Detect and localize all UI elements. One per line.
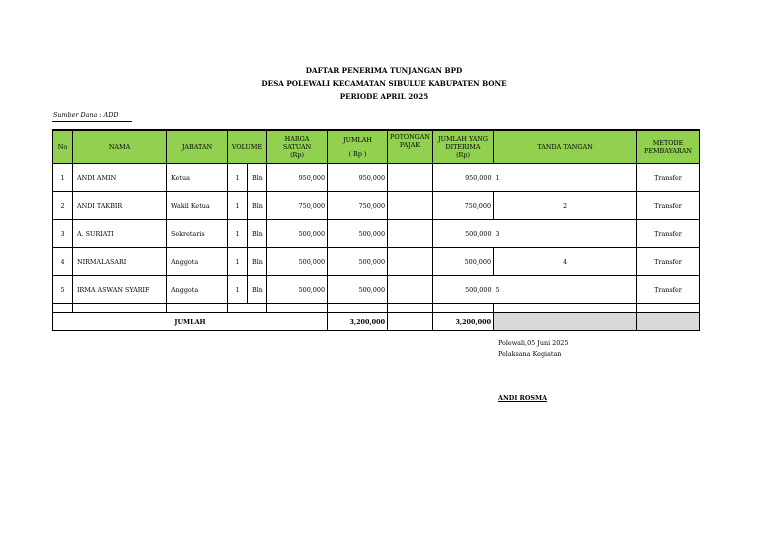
total-metode-gray [637,313,700,331]
cell-metode: Transfer [637,164,700,192]
table-row [53,276,700,304]
cell-no: 3 [53,220,73,248]
table-row [53,192,700,220]
cell-tanda-tangan: 1 [494,164,637,192]
cell-tanda-tangan: 3 [494,220,637,248]
document-period: PERIODE APRIL 2025 [339,92,429,101]
table-row [53,248,700,276]
cell-unit: Bln [248,248,267,276]
cell-potongan [388,248,433,276]
header-jabatan: JABATAN [167,130,228,164]
cell-metode: Transfer [637,248,700,276]
cell-jumlah: 500,000 [328,276,388,304]
empty-cell [328,304,388,313]
cell-unit: Bln [248,220,267,248]
total-potongan [388,313,433,331]
empty-cell [388,304,433,313]
cell-jumlah: 500,000 [328,248,388,276]
total-label: JUMLAH [53,313,328,331]
cell-jumlah: 500,000 [328,220,388,248]
header-volume: VOLUME [228,130,267,164]
table-empty-row [53,304,700,313]
cell-nama: ANDI TAKBIR [73,192,167,220]
cell-potongan [388,220,433,248]
signature-role: Pelaksana Kegiatan [498,350,562,358]
cell-nama: NIRMALASARI [73,248,167,276]
fund-source-underline [52,121,132,122]
table-row [53,164,700,192]
cell-jabatan: Ketua [167,164,228,192]
cell-jumlah: 750,000 [328,192,388,220]
empty-cell [494,304,637,313]
cell-harga-satuan: 950,000 [267,164,328,192]
cell-jabatan: Wakil Ketua [167,192,228,220]
cell-unit: Bln [248,192,267,220]
recipient-table [52,129,700,331]
empty-cell [637,304,700,313]
cell-tanda-tangan: 4 [494,248,637,276]
document-title: DAFTAR PENERIMA TUNJANGAN BPD [305,66,463,75]
signature-place-date: Polewali,05 Juni 2025 [498,339,569,347]
cell-volume: 1 [228,248,248,276]
cell-jumlah: 950,000 [328,164,388,192]
cell-volume: 1 [228,164,248,192]
empty-cell [167,304,228,313]
cell-metode: Transfer [637,220,700,248]
cell-harga-satuan: 500,000 [267,248,328,276]
cell-volume: 1 [228,276,248,304]
header-tanda-tangan: TANDA TANGAN [494,130,637,164]
header-metode-pembayaran: METODE PEMBAYARAN [637,130,700,164]
table-row [53,220,700,248]
table-header-row [53,130,700,164]
cell-volume: 1 [228,192,248,220]
cell-jabatan: Sekretaris [167,220,228,248]
cell-diterima: 500,000 [433,248,494,276]
cell-no: 4 [53,248,73,276]
cell-diterima: 950,000 [433,164,494,192]
cell-volume: 1 [228,220,248,248]
cell-metode: Transfer [637,192,700,220]
empty-cell [228,304,267,313]
cell-unit: Bln [248,164,267,192]
cell-metode: Transfer [637,276,700,304]
table-total-row [53,313,700,331]
empty-cell [433,304,494,313]
cell-no: 5 [53,276,73,304]
document-subtitle-village: DESA POLEWALI KECAMATAN SIBULUE KABUPATEN BONE [261,79,507,88]
cell-potongan [388,276,433,304]
empty-cell [267,304,328,313]
cell-nama: IRMA ASWAN SYARIF [73,276,167,304]
cell-unit: Bln [248,276,267,304]
header-potongan-pajak: POTONGAN PAJAK [388,130,433,164]
empty-cell [53,304,73,313]
cell-no: 1 [53,164,73,192]
cell-harga-satuan: 500,000 [267,276,328,304]
cell-harga-satuan: 500,000 [267,220,328,248]
cell-diterima: 500,000 [433,220,494,248]
cell-nama: A. SURIATI [73,220,167,248]
cell-tanda-tangan: 2 [494,192,637,220]
header-jumlah-diterima: JUMLAH YANG DITERIMA (Rp) [433,130,494,164]
cell-diterima: 500,000 [433,276,494,304]
cell-no: 2 [53,192,73,220]
cell-jabatan: Anggota [167,248,228,276]
header-nama: NAMA [73,130,167,164]
header-jumlah: JUMLAH ( Rp ) [328,130,388,164]
total-jumlah: 3,200,000 [328,313,388,331]
cell-harga-satuan: 750,000 [267,192,328,220]
header-no: No [53,130,73,164]
cell-diterima: 750,000 [433,192,494,220]
cell-nama: ANDI AMIN [73,164,167,192]
header-harga-satuan: HARGA SATUAN (Rp) [267,130,328,164]
cell-jabatan: Anggota [167,276,228,304]
fund-source-label: Sumber Dana : ADD [53,111,119,119]
total-diterima: 3,200,000 [433,313,494,331]
cell-potongan [388,164,433,192]
empty-cell [73,304,167,313]
total-tanda-tangan-gray [494,313,637,331]
cell-tanda-tangan: 5 [494,276,637,304]
cell-potongan [388,192,433,220]
signature-name: ANDI ROSMA [498,394,548,402]
